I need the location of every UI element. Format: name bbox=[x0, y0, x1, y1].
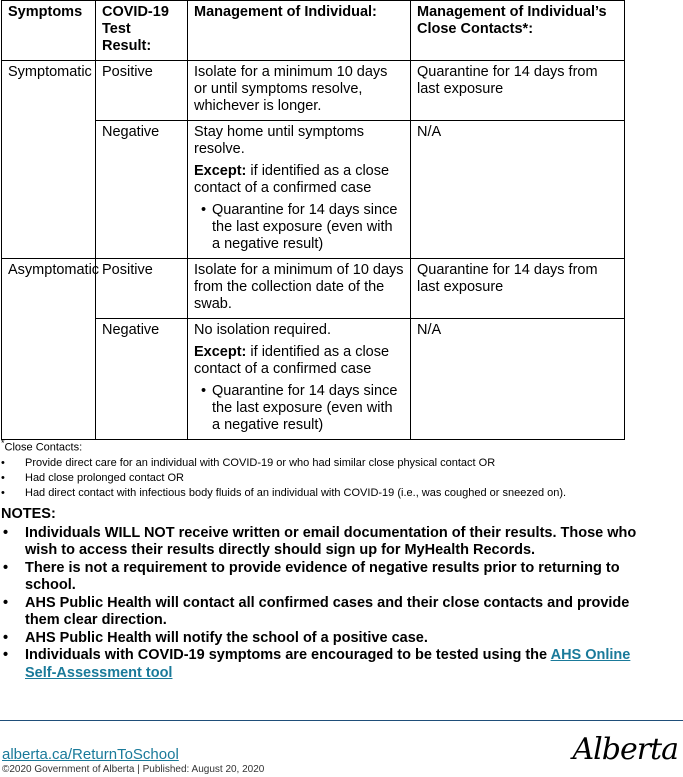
guidance-table bbox=[1, 0, 625, 440]
list-item: • Quarantine for 14 days since the last exposure (even with a negative result) bbox=[212, 202, 404, 253]
management-cell: Isolate for a minimum of 10 days from the collection date of the swab. bbox=[188, 259, 411, 319]
management-cell: Isolate for a minimum 10 days or until symptoms resolve, whichever is longer. bbox=[188, 61, 411, 121]
notes-title: NOTES: bbox=[1, 506, 56, 522]
list-item: • AHS Public Health will contact all confirmed cases and their close contacts and provide them clear direction. bbox=[25, 595, 661, 630]
table-header-row bbox=[2, 1, 625, 61]
header-management-individual: Management of Individual: bbox=[188, 1, 411, 61]
except-list bbox=[194, 202, 404, 253]
management-cell bbox=[188, 121, 411, 259]
contacts-cell: N/A bbox=[411, 319, 625, 440]
symptomatic-label: Symptomatic bbox=[2, 61, 96, 259]
self-assessment-link[interactable]: AHS Online Self-Assessment tool bbox=[25, 647, 631, 681]
list-item: • Quarantine for 14 days since the last exposure (even with a negative result) bbox=[212, 383, 404, 434]
asymptomatic-label: Asymptomatic bbox=[2, 259, 96, 440]
close-contacts-list bbox=[1, 456, 661, 501]
close-contacts-section bbox=[1, 436, 661, 501]
table-row bbox=[2, 121, 625, 259]
list-item: • Had close prolonged contact OR bbox=[25, 471, 661, 486]
contacts-cell: Quarantine for 14 days from last exposure bbox=[411, 61, 625, 121]
copyright-text: ©2020 Government of Alberta | Published: August 20, 2020 bbox=[2, 764, 265, 775]
result-cell: Positive bbox=[96, 259, 188, 319]
alberta-logo: Alberta bbox=[572, 732, 678, 767]
result-cell: Positive bbox=[96, 61, 188, 121]
table-row bbox=[2, 259, 625, 319]
management-cell bbox=[188, 319, 411, 440]
management-text: No isolation required. bbox=[194, 322, 332, 338]
close-contacts-title: *Close Contacts: bbox=[1, 438, 83, 454]
notes-list bbox=[1, 525, 661, 683]
result-cell: Negative bbox=[96, 319, 188, 440]
table-row bbox=[2, 61, 625, 121]
contacts-cell: N/A bbox=[411, 121, 625, 259]
list-item: • Individuals WILL NOT receive written or email documentation of their results. Those who wish to access their results directly should sign up for MyHealth Records. bbox=[25, 525, 661, 560]
list-item: • Had direct contact with infectious body fluids of an individual with COVID-19 (i.e., was coughed or sneezed on). bbox=[25, 486, 661, 501]
contacts-cell: Quarantine for 14 days from last exposure bbox=[411, 259, 625, 319]
except-text: Except: if identified as a close contact of a confirmed case bbox=[194, 163, 390, 196]
table-row bbox=[2, 319, 625, 440]
header-symptoms: Symptoms bbox=[2, 1, 96, 61]
except-list bbox=[194, 383, 404, 434]
list-item: • There is not a requirement to provide evidence of negative results prior to returning to school. bbox=[25, 560, 661, 595]
footer-divider bbox=[0, 720, 683, 721]
return-to-school-link[interactable]: alberta.ca/ReturnToSchool bbox=[2, 746, 179, 763]
notes-section bbox=[1, 506, 661, 682]
management-text: Stay home until symptoms resolve. bbox=[194, 124, 365, 157]
list-item: • AHS Public Health will notify the school of a positive case. bbox=[25, 630, 661, 648]
header-management-contacts: Management of Individual’s Close Contacts*: bbox=[411, 1, 625, 61]
result-cell: Negative bbox=[96, 121, 188, 259]
list-item: • Provide direct care for an individual with COVID-19 or who had similar close physical contact OR bbox=[25, 456, 661, 471]
header-test-result: COVID-19 Test Result: bbox=[96, 1, 188, 61]
except-text: Except: if identified as a close contact of a confirmed case bbox=[194, 344, 390, 377]
list-item: • Individuals with COVID-19 symptoms are encouraged to be tested using the AHS Online Self-Assessment tool bbox=[25, 647, 661, 682]
